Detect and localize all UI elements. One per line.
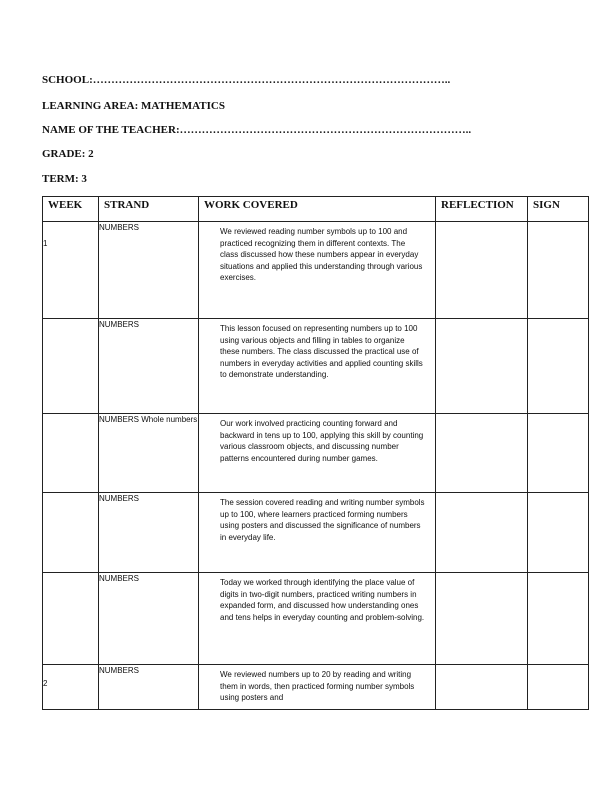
work-covered-text: We reviewed numbers up to 20 by reading and writing them in words, then practiced forming number symbols using posters and [220, 670, 415, 702]
sign-cell[interactable] [528, 493, 589, 573]
col-header-strand: STRAND [99, 197, 199, 222]
work-covered-text: This lesson focused on representing numbers up to 100 using various objects and filling in tables to organize these numbers. The class discussed the practical use of numbers in everyday activities and applied counting skills to demonstrate understanding. [220, 324, 423, 379]
week-cell [43, 493, 99, 573]
work-covered-cell [199, 573, 436, 665]
sign-cell[interactable] [528, 414, 589, 493]
strand-cell: NUMBERS [99, 222, 199, 319]
grade-field: GRADE: 2 [42, 148, 94, 160]
sign-cell[interactable] [528, 319, 589, 414]
col-header-sign: SIGN [528, 197, 589, 222]
table-row [43, 319, 589, 414]
reflection-cell[interactable] [436, 222, 528, 319]
week-cell [43, 414, 99, 493]
reflection-cell[interactable] [436, 493, 528, 573]
sign-cell[interactable] [528, 222, 589, 319]
col-header-work-covered: WORK COVERED [199, 197, 436, 222]
table-row [43, 493, 589, 573]
table-header-row [43, 197, 589, 222]
work-log-table [42, 196, 589, 710]
reflection-cell[interactable] [436, 319, 528, 414]
sign-cell[interactable] [528, 573, 589, 665]
table-row [43, 222, 589, 319]
table-row [43, 414, 589, 493]
col-header-week: WEEK [43, 197, 99, 222]
col-header-reflection: REFLECTION [436, 197, 528, 222]
work-covered-cell [199, 665, 436, 710]
work-covered-cell [199, 414, 436, 493]
week-number: 2 [43, 679, 48, 688]
work-covered-text: We reviewed reading number symbols up to 100 and practiced recognizing them in different contexts. The class discussed how these numbers appear in everyday situations and applied this understanding through various exercises. [220, 227, 423, 282]
school-field: SCHOOL:…………………………………………………………………………………….. [42, 74, 451, 86]
reflection-cell[interactable] [436, 665, 528, 710]
term-field: TERM: 3 [42, 173, 87, 185]
strand-cell: NUMBERS Whole numbers [99, 414, 199, 493]
table-row [43, 573, 589, 665]
reflection-cell[interactable] [436, 573, 528, 665]
week-cell [43, 319, 99, 414]
table-row [43, 665, 589, 710]
week-cell [43, 665, 99, 710]
work-covered-text: The session covered reading and writing number symbols up to 100, where learners practiced forming numbers using posters and discussed the significance of numbers in everyday life. [220, 498, 425, 542]
learning-area-field: LEARNING AREA: MATHEMATICS [42, 100, 225, 112]
work-covered-text: Today we worked through identifying the place value of digits in two-digit numbers, practiced writing numbers in expanded form, and discussed how understanding ones and tens helps in everyday counting and problem-solving. [220, 578, 425, 622]
strand-cell: NUMBERS [99, 665, 199, 710]
work-covered-cell [199, 222, 436, 319]
strand-cell: NUMBERS [99, 573, 199, 665]
work-covered-text: Our work involved practicing counting forward and backward in tens up to 100, applying this skill by counting various classroom objects, and discussing number patterns encountered during number games. [220, 419, 424, 463]
week-cell [43, 573, 99, 665]
week-cell [43, 222, 99, 319]
strand-cell: NUMBERS [99, 319, 199, 414]
sign-cell[interactable] [528, 665, 589, 710]
strand-cell: NUMBERS [99, 493, 199, 573]
work-covered-cell [199, 319, 436, 414]
work-covered-cell [199, 493, 436, 573]
reflection-cell[interactable] [436, 414, 528, 493]
week-number: 1 [43, 239, 48, 248]
teacher-name-field: NAME OF THE TEACHER:…………………………………………………………………….. [42, 124, 472, 136]
